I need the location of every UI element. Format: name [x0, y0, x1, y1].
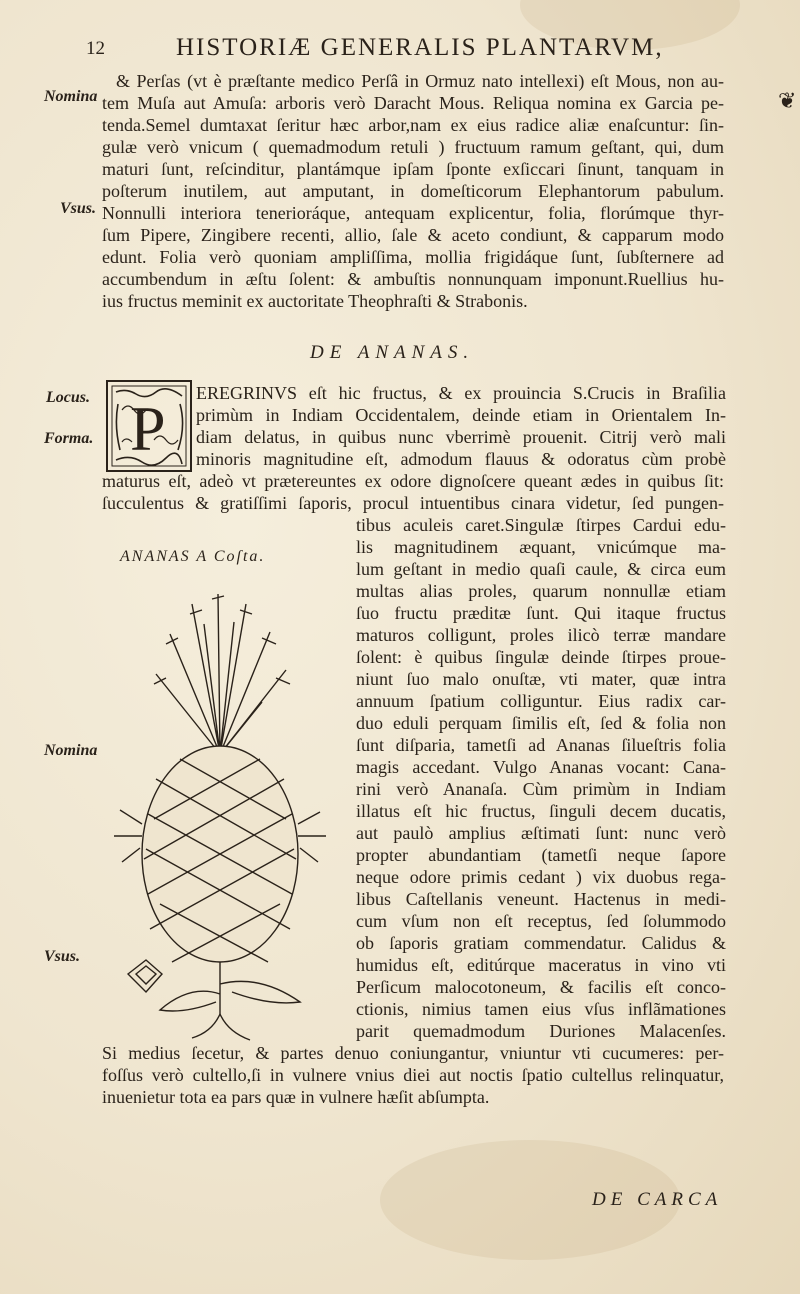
- text-line: primùm in Indiam Occidentalem, deinde etiam in Orientalem In-: [196, 405, 726, 425]
- text-line: maturi ſunt, reſcinditur, plantámque ipſam ſponte exſiccari ſinunt, tanquam in: [102, 159, 724, 179]
- text-line: ius fructus meminit ex auctoritate Theophraſti & Strabonis.: [102, 291, 528, 311]
- text-line: ob ſaporis gratiam commendatur. Calidus &: [356, 933, 726, 953]
- text-line: maturus eſt, adeò vt prætereuntes ex odore dignoſcere queant ædes in quibus ſit:: [102, 471, 724, 491]
- text-line: neque odore primis cedant ) vix duobus rega-: [356, 867, 726, 887]
- page-number: 12: [86, 38, 105, 59]
- svg-text:P: P: [130, 393, 166, 464]
- text-line: diam delatus, in quibus nunc vberrimè prouenit. Citrij verò mali: [196, 427, 726, 447]
- text-line: Perſicum malocotoneum, & facilis eſt conco-: [356, 977, 726, 997]
- text-line: minoris magnitudine eſt, admodum flauus & odoratus cùm probè: [196, 449, 726, 469]
- margin-note-locus: Locus.: [46, 389, 90, 406]
- text-line: niunt ſuo malo onuſtæ, vti mater, quæ intra: [356, 669, 726, 689]
- text-line: lum geſtant in medio quaſi caule, & circa eum: [356, 559, 726, 579]
- text-line: maturos colligunt, proles ilicò terræ mandare: [356, 625, 726, 645]
- text-line: Si medius ſecetur, & partes denuo coniungantur, vniuntur vti cucumeres: per-: [102, 1043, 724, 1063]
- text-line: Nonnulli interiora tenerioráque, antequam explicentur, folia, florúmque thyr-: [102, 203, 724, 223]
- margin-note-forma: Forma.: [44, 430, 94, 447]
- text-line: lis magnitudinem æquant, vnicúmque ma-: [356, 537, 726, 557]
- text-line: tenda.Semel dumtaxat ſeritur hæc arbor,nam ex eius radice aliæ enaſcuntur: ſin-: [102, 115, 724, 135]
- text-line: poſterum inutilem, aut amputant, in domeſticorum Elephantorum pabulum.: [102, 181, 724, 201]
- text-line: inuenietur tota ea pars quæ in vulnere hæſit abſumpta.: [102, 1087, 490, 1107]
- text-line: ſucculentus & gratiſſimi ſaporis, procul intuentibus cinara videtur, ſed pungen-: [102, 493, 724, 513]
- text-line: foſſus verò cultello,ſi in vulnere vnius diei aut noctis ſpatio cultellus relinquatur,: [102, 1065, 724, 1085]
- catchword-next-section: DE CARCA: [592, 1189, 723, 1210]
- text-line: illatus eſt hic fructus, ſinguli decem ducatis,: [356, 801, 726, 821]
- decorated-initial-p: [106, 380, 192, 472]
- margin-note-nomina: Nomina: [44, 742, 98, 759]
- section-heading: DE ANANAS.: [310, 342, 475, 363]
- text-line: accumbendum in æſtu ſolent: & ambuſtis nonnunquam imponunt.Ruellius hu-: [102, 269, 724, 289]
- margin-note-vsus: Vsus.: [60, 200, 97, 217]
- text-line: EREGRINVS eſt hic fructus, & ex prouincia S.Crucis in Braſilia: [196, 383, 726, 403]
- margin-note-vsus: Vsus.: [44, 948, 81, 965]
- text-line: magis accedant. Vulgo Ananas vocant: Cana-: [356, 757, 726, 777]
- text-line: & Perſas (vt è præſtante medico Perſâ in Ormuz nato intellexi) eſt Mous, non au-: [116, 71, 724, 91]
- text-line: rini verò Ananaſa. Cùm primùm in Indiam: [356, 779, 726, 799]
- text-line: ſum Pipere, Zingibere recenti, allio, ſale & aceto condiunt, & capparum modo: [102, 225, 724, 245]
- text-line: ſolent: è quibus ſingulæ deinde ſtirpes proue-: [356, 647, 726, 667]
- text-line: multas alias proles, quarum nonnullæ etiam: [356, 581, 726, 601]
- text-line: ſunt diſparia, tametſi ad Ananas ſilueſtris folia: [356, 735, 726, 755]
- text-line: annuum ſpatium colliguntur. Eius radix car-: [356, 691, 726, 711]
- margin-note-nomina: Nomina: [44, 88, 98, 105]
- text-line: libus Caſtellanis veneunt. Hactenus in medi-: [356, 889, 726, 909]
- text-line: cum vſum non eſt receptus, ſed ſolummodo: [356, 911, 726, 931]
- text-line: gulæ verò vnicum ( quemadmodum retuli ) fructuum ramum geſtant, qui, dum: [102, 137, 724, 157]
- text-line: ſuo fructu præditæ ſunt. Qui itaque fructus: [356, 603, 726, 623]
- text-line: tem Muſa aut Amuſa: arboris verò Daracht Mous. Reliqua nomina ex Garcia pe-: [102, 93, 724, 113]
- text-line: edunt. Folia verò quoniam ampliſſima, mollia frigidáque ſunt, ſubſternere ad: [102, 247, 724, 267]
- text-line: humidus eſt, editúrque maceratus in vino vti: [356, 955, 726, 975]
- text-line: tibus aculeis caret.Singulæ ſtirpes Cardui edu-: [356, 515, 726, 535]
- pineapple-illustration: [100, 574, 340, 1044]
- text-line: aut paulò amplius æſtimati ſunt: nunc verò: [356, 823, 726, 843]
- text-line: parit quemadmodum Duriones Malacenſes.: [356, 1021, 726, 1041]
- fleuron-ornament: ❦: [778, 88, 797, 113]
- page-title: HISTORIÆ GENERALIS PLANTARVM,: [176, 34, 664, 61]
- text-line: duo eduli perquam ſimilis eſt, ſed & folia non: [356, 713, 726, 733]
- text-line: propter abundantiam (tametſi neque ſapore: [356, 845, 726, 865]
- figure-caption: ANANAS A Coſta.: [120, 548, 266, 565]
- text-line: ctionis, nimius tamen eius vſus inflãmationes: [356, 999, 726, 1019]
- running-header: [0, 34, 800, 66]
